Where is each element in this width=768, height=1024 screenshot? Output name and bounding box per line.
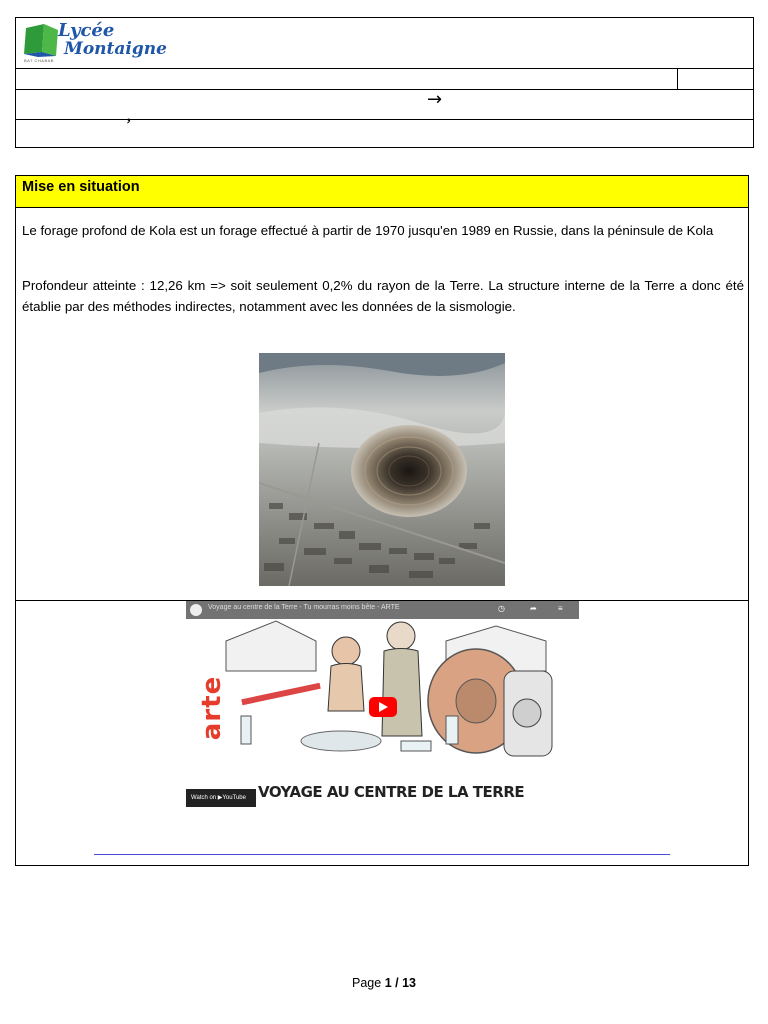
situation-table bbox=[15, 175, 749, 866]
arrow-glyph: → bbox=[427, 89, 443, 110]
page-footer bbox=[0, 976, 768, 990]
book-icon bbox=[22, 22, 62, 58]
video-embed[interactable] bbox=[186, 601, 579, 807]
page-separator: / bbox=[391, 976, 403, 990]
comma-glyph: ’ bbox=[126, 116, 132, 133]
play-button[interactable] bbox=[369, 697, 397, 717]
logo-line2: Montaigne bbox=[64, 39, 167, 59]
video-title[interactable]: Voyage au centre de la Terre - Tu mourras moins bête - ARTE bbox=[208, 604, 400, 611]
playlist-icon[interactable]: ≡ bbox=[558, 604, 563, 613]
channel-avatar-icon[interactable] bbox=[190, 604, 202, 616]
arte-brand: arte bbox=[197, 675, 228, 741]
section-title-bar bbox=[16, 176, 748, 208]
paragraph-depth: Profondeur atteinte : 12,26 km => soit seulement 0,2% du rayon de la Terre. La structure interne de la Terre a donc été établie par des méthodes indirectes, notamment avec les données de la sismologie. bbox=[22, 278, 744, 314]
section-title: Mise en situation bbox=[22, 179, 140, 195]
hyperlink-underline[interactable] bbox=[94, 854, 670, 855]
paragraph-kola: Le forage profond de Kola est un forage effectué à partir de 1970 jusqu'en 1989 en Russie, dans la péninsule de Kola bbox=[22, 223, 714, 238]
divider bbox=[16, 89, 753, 90]
video-top-bar bbox=[186, 601, 579, 619]
school-logo bbox=[22, 20, 167, 66]
kola-borehole-photo bbox=[259, 353, 505, 586]
page-total: 13 bbox=[402, 976, 416, 990]
play-icon bbox=[379, 702, 388, 712]
video-big-title: VOYAGE AU CENTRE DE LA TERRE bbox=[258, 783, 525, 801]
page-prefix: Page bbox=[352, 976, 385, 990]
divider bbox=[16, 68, 753, 69]
divider bbox=[677, 68, 678, 89]
watch-later-icon[interactable]: ◷ bbox=[498, 604, 505, 613]
header-table bbox=[15, 17, 754, 148]
watch-on-youtube-button[interactable]: Watch on ▶YouTube bbox=[186, 789, 256, 807]
page-current: 1 bbox=[384, 976, 392, 990]
share-icon[interactable]: ➦ bbox=[530, 604, 537, 613]
logo-line1: Lycée bbox=[58, 20, 115, 41]
logo-subtitle: BAT CHABAB bbox=[24, 58, 54, 63]
